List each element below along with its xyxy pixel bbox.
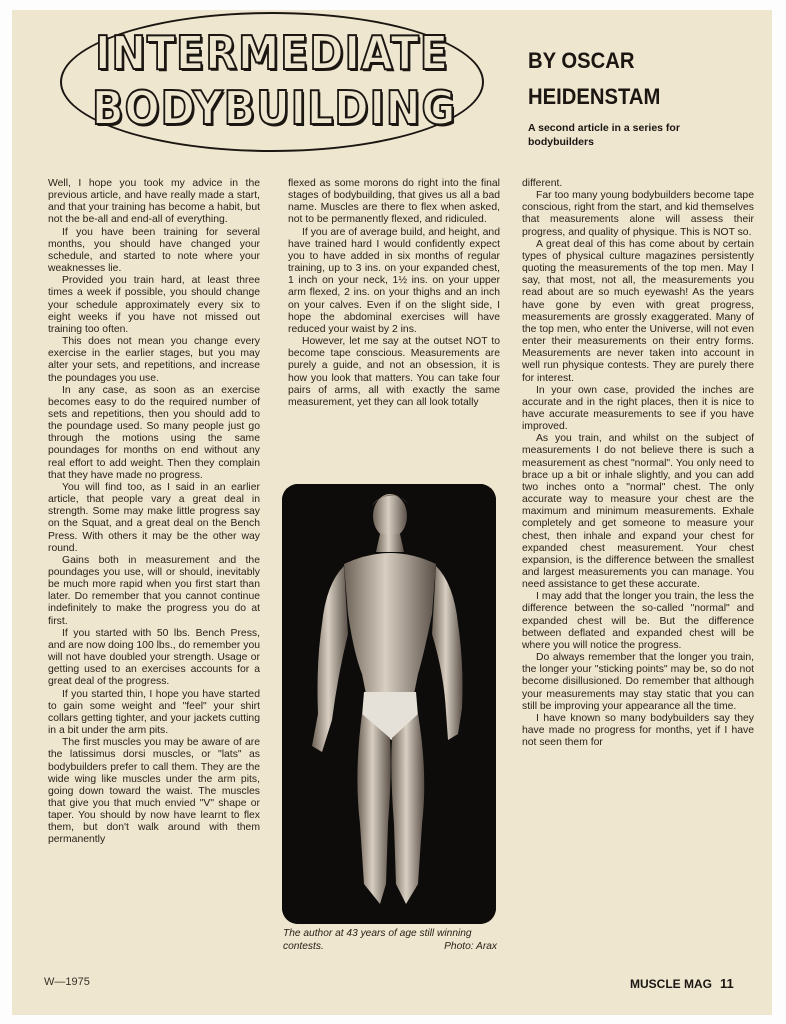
paragraph: However, let me say at the outset NOT to become tape conscious. Measurements are purely a guide, and not an obsession, it is how you look that matters. You can take four pairs of arms, all with exactly the same measurement, yet they can all look totally: [288, 336, 500, 408]
paragraph: Gains both in measurement and the poundages you use, will or should, inevitably be much more rapid when you first start than later. Do remember that you cannot continue indefinitely to make the progress you do at first.: [48, 554, 260, 627]
paragraph: Do always remember that the longer you train, the longer your "sticking points" may be, so do not become disillusioned. Do remember that although your measurements may stay static that you can still be improving your appearance all the time.: [522, 652, 754, 712]
paragraph: You will find too, as I said in an earlier article, that people vary a great deal in strength. Some may make little progress say on the Squat, and a great deal on the Bench Press. With others it may be the other way round.: [48, 481, 260, 554]
paragraph: If you started with 50 lbs. Bench Press, and are now doing 100 lbs., do remember you will not have doubled your strength. Usage or getting used to an exercises accounts for a great deal of the progress.: [48, 627, 260, 688]
paragraph: This does not mean you change every exercise in the earlier stages, but you may alter your sets, and repetitions, and increase the poundages you use.: [48, 336, 260, 384]
paragraph: I have known so many bodybuilders say they have made no progress for months, yet if I have not seen them for: [522, 712, 754, 749]
bodybuilder-figure-image: [282, 484, 496, 924]
paragraph: Provided you train hard, at least three times a week if possible, you should change your schedule approximately every six to eight weeks if you have not missed out training too often.: [48, 275, 260, 335]
author-byline-line-1: BY OSCAR: [528, 48, 635, 73]
paragraph: different.: [522, 178, 563, 189]
paragraph: A great deal of this has come about by certain types of physical culture magazines persistently quoting the measurements of the top men. May I say, that most, not all, the measurements you read about are so much eyewash! As the years have gone by even with great progress, measurements are grossly exaggerated. Many of the top men, who enter the Universe, will not even enter their measurements on their entry forms. Measurements are never taken into account in well run physique contests. They are purely there for interest.: [522, 238, 754, 384]
author-photo: [282, 484, 496, 924]
article-title-line-2: BODYBUILDING: [92, 81, 457, 135]
text-column-3: [522, 178, 754, 749]
issue-date: W—1975: [44, 976, 90, 988]
photo-caption: [283, 928, 497, 953]
paragraph: flexed as some morons do right into the final stages of bodybuilding, that gives us all a bad name. Muscles are there to flex when asked, not to be permanently flexed, and ridiculed.: [288, 178, 500, 226]
paragraph: If you have been training for several months, you should have changed your schedule, and started to note where your weaknesses lie.: [48, 226, 260, 275]
paragraph: As you train, and whilst on the subject of measurements I do not believe there is such a measurement as chest "normal". You only need to brace up a bit or inhale slightly, and you can add two inches onto a "normal" chest. The only accurate way to measure your chest are the maximum and minimum measurements. Exhale completely and get someone to measure your chest, then inhale and expand your chest for expanded chest measurement. Your chest expansion, is the difference between the smallest and largest measurements you can manage. You need assistance to get these accurate.: [522, 433, 754, 591]
paragraph: If you started thin, I hope you have started to gain some weight and "feel" your shirt collars getting tighter, and your jackets cutting in a bit under the arm pits.: [48, 688, 260, 737]
paragraph: Well, I hope you took my advice in the previous article, and have really made a start, and that your training has become a habit, but not the be-all and end-all of everything.: [48, 178, 260, 226]
author-byline-line-2: HEIDENSTAM: [528, 84, 661, 109]
paragraph: In any case, as soon as an exercise becomes easy to do the required number of sets and repetitions, then you should add to the poundage used. So many people just go through the motions using the same poundages for months on end without any real effort to add weight. Then they complain that they have made no progress.: [48, 384, 260, 481]
text-column-2: [288, 178, 500, 409]
magazine-page: [12, 10, 772, 1015]
paragraph: In your own case, provided the inches are accurate and in the right places, then it is nice to have accurate measurements to see if you have improved.: [522, 384, 754, 433]
paragraph: I may add that the longer you train, the less the difference between the so-called "normal" and expanded chest will be. But the difference between deflated and expanded chest will be where you will notice the progress.: [522, 591, 754, 651]
paragraph: Far too many young bodybuilders become tape conscious, right from the start, and kid themselves that measurements alone will assess their progress, and quality of physique. This is NOT so.: [522, 190, 754, 238]
photo-credit: Photo: Arax: [444, 940, 497, 952]
text-column-1: [48, 178, 260, 847]
paragraph: If you are of average build, and height, and have trained hard I would confidently expect you to have added in six months of regular training, up to 3 ins. on your expanded chest, 1 inch on your neck, 1½ ins. on your upper arm flexed, 2 ins. on your thighs and an inch on your calves. Even if on the slight side, I hope the abdominal exercises will have reduced your waist by 2 ins.: [288, 226, 500, 335]
caption-text: The author at 43 years of age still winning contests.: [283, 928, 472, 952]
article-subtitle: A second article in a series for bodybuilders: [528, 122, 680, 148]
article-title-line-1: INTERMEDIATE: [95, 26, 449, 80]
paragraph: The first muscles you may be aware of are the latissimus dorsi muscles, or "lats" as bodybuilders prefer to call them. They are the wide wing like muscles under the arm pits, going down toward the waist. The muscles that give you that much envied "V" shape or taper. You should by now have learnt to flex them, but don't walk around with them permanently: [48, 737, 260, 846]
footer-masthead: [630, 976, 734, 991]
page-number: 11: [720, 976, 734, 991]
magazine-name: MUSCLE MAG: [630, 977, 712, 991]
